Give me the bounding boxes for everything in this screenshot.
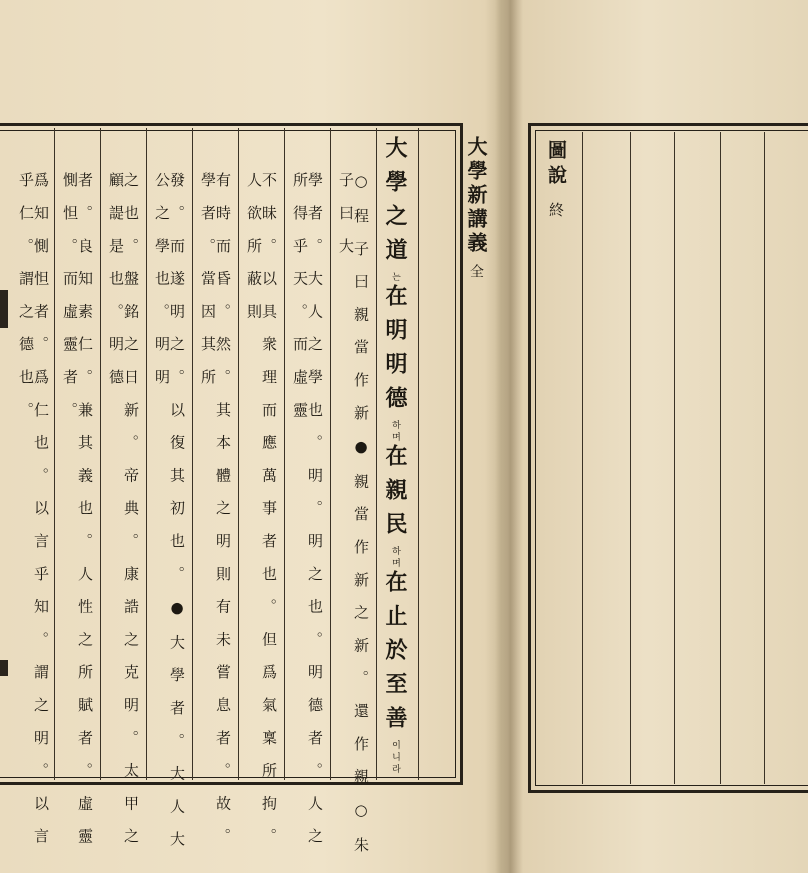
column-rule xyxy=(330,128,331,780)
commentary-column-5: 發。而遂明之。以復其初也。●大學者。大人大公之學也。明明 xyxy=(153,172,186,864)
commentary-column-2: 學者。大人之學也。明。明之也。明德者。人之所得乎天。而虛靈 xyxy=(291,172,324,861)
korean-gloss-1: 는 xyxy=(390,272,400,284)
column-rule xyxy=(630,132,631,784)
page-edge-mark xyxy=(0,290,8,328)
column-rule xyxy=(146,128,147,780)
commentary-column-3: 不昧。以具衆理而應萬事者也。但爲氣稟所拘。人欲所蔽則 xyxy=(245,172,278,861)
column-rule xyxy=(376,128,377,780)
korean-gloss-2: 하며 xyxy=(390,420,400,444)
column-rule xyxy=(284,128,285,780)
classic-text-heading xyxy=(384,136,406,776)
column-rule xyxy=(582,132,583,784)
korean-gloss-4: 이니라 xyxy=(390,740,400,776)
page-edge-mark-lower xyxy=(0,660,8,676)
commentary-column-7: 者。良知素仁。兼其義也。人性之所賦者。虛靈惻怛。而虛靈者。 xyxy=(61,172,94,861)
column-rule xyxy=(192,128,193,780)
heading-phrase-1: 大學之道 xyxy=(382,136,408,272)
section-end-mark: 終 xyxy=(547,202,565,220)
book-title: 大學新講義全 xyxy=(464,136,488,282)
commentary-column-1: ○程子曰親當作新●親當作新之新。還作親○朱子曰大 xyxy=(337,172,370,870)
column-rule xyxy=(54,128,55,780)
right-page-border xyxy=(528,123,808,793)
column-rule xyxy=(418,128,419,780)
column-rule xyxy=(674,132,675,784)
book-title-suffix: 全 xyxy=(468,264,484,282)
heading-phrase-2: 在明明德 xyxy=(382,284,408,420)
column-rule xyxy=(100,128,101,780)
right-page xyxy=(510,0,808,873)
section-title: 圖說 xyxy=(545,140,567,190)
heading-phrase-3: 在親民 xyxy=(382,444,408,546)
column-rule xyxy=(764,132,765,784)
commentary-column-8: 爲知惻怛者。爲仁也。以言乎知。謂之明。以言乎仁。謂之德也。 xyxy=(17,172,50,861)
section-end-label xyxy=(546,140,565,220)
korean-gloss-3: 하며 xyxy=(390,546,400,570)
heading-phrase-4: 在止於至善 xyxy=(382,570,408,740)
column-rule xyxy=(238,128,239,780)
commentary-column-6: 之也。盤銘之日新。帝典。康誥之克明。太甲之顧諟是也。明德 xyxy=(107,172,140,861)
commentary-column-4: 有時而昏。然。其本體之明則有未嘗息者。故。學者。當因其所 xyxy=(199,172,232,861)
column-rule xyxy=(720,132,721,784)
